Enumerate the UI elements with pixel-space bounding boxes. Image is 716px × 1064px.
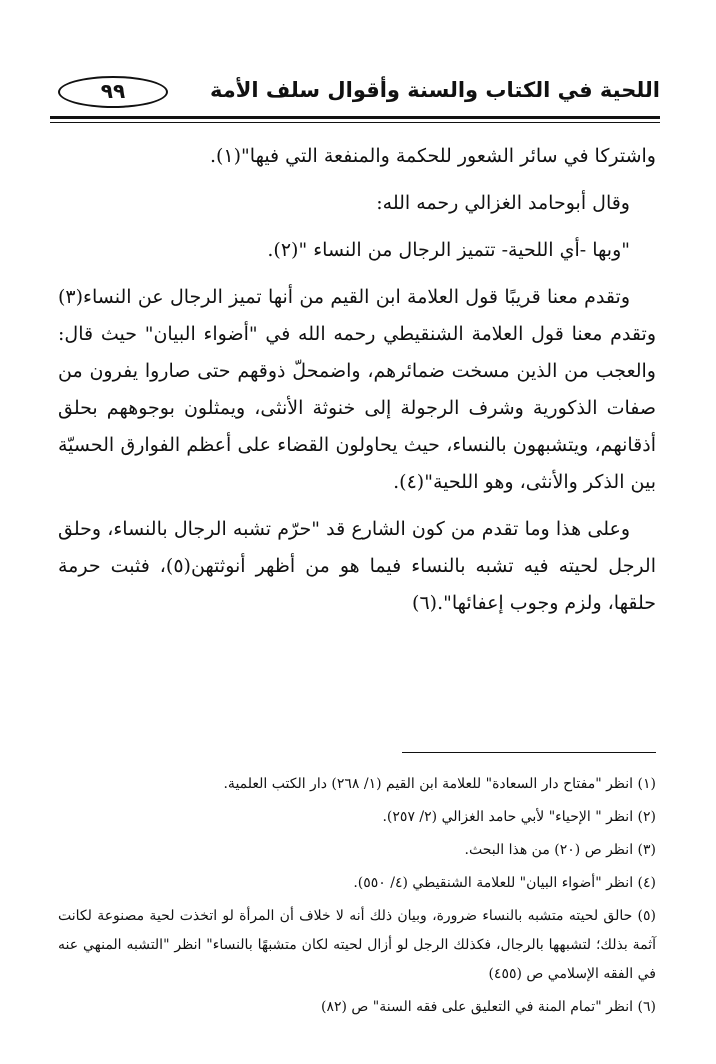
paragraph: واشتركا في سائر الشعور للحكمة والمنفعة التي فيها"(١). (209, 145, 656, 167)
quotation: "وبها -أي اللحية- تتميز الرجال من النساء "(٢). (267, 239, 630, 261)
paragraph: وتقدم معنا قريبًا قول العلامة ابن القيم من أنها تميز الرجال عن النساء(٣) وتقدم معنا قول العلامة الشنقيطي رحمه الله في "أضواء البيان" حيث قال: والعجب من الذين مسخت ضمائرهم، واضمحلّ ذوقهم حتى صاروا يفرون من صفات الذكورية وشرف الرجولة إلى خنوثة الأنثى، ويمثلون بوجوههم بحلق أذقانهم، ويتشبهون بالنساء، حيث يحاولون القضاء على أعظم الفوارق الحسيّة بين الذكر والأنثى، وهو اللحية"(٤). (58, 286, 656, 493)
footnote: (٤) انظر "أضواء البيان" للعلامة الشنقيطي (٤/ ٥٥٠). (353, 875, 656, 891)
footnote: (١) انظر "مفتاح دار السعادة" للعلامة ابن القيم (١/ ٢٦٨) دار الكتب العلمية. (223, 776, 656, 792)
header-rule-thin (50, 122, 660, 123)
footnote-separator (402, 752, 656, 753)
paragraph: وعلى هذا وما تقدم من كون الشارع قد "حرّم تشبه الرجال بالنساء، وحلق الرجل لحيته فيه تشبه بالنساء فيما هو من أظهر أنوثتهن(٥)، فثبت حرمة حلقها، ولزم وجوب إعفائها".(٦) (58, 518, 656, 614)
book-title: اللحية في الكتاب والسنة وأقوال سلف الأمة (209, 78, 660, 102)
body-text (58, 138, 656, 632)
paragraph: وقال أبوحامد الغزالي رحمه الله: (376, 192, 630, 214)
footnote: (٥) حالق لحيته متشبه بالنساء ضرورة، وبيان ذلك أنه لا خلاف أن المرأة لو اتخذت لحية مصنوعة لكانت آثمة بذلك؛ لتشبهها بالرجال، فكذلك الرجل لو أزال لحيته لكان متشبهًا بالنساء" انظر "التشبه المنهي عنه في الفقه الإسلامي ص (٤٥٥) (58, 908, 656, 982)
header-rule (50, 116, 660, 119)
footnote: (٣) انظر ص (٢٠) من هذا البحث. (464, 842, 656, 858)
page-number: ٩٩ (58, 76, 168, 108)
footnotes (58, 770, 656, 1026)
footnote: (٦) انظر "تمام المنة في التعليق على فقه السنة" ص (٨٢) (321, 999, 656, 1015)
footnote: (٢) انظر " الإحياء" لأبي حامد الغزالي (٢/ ٢٥٧). (382, 809, 656, 825)
page-header (50, 70, 660, 116)
